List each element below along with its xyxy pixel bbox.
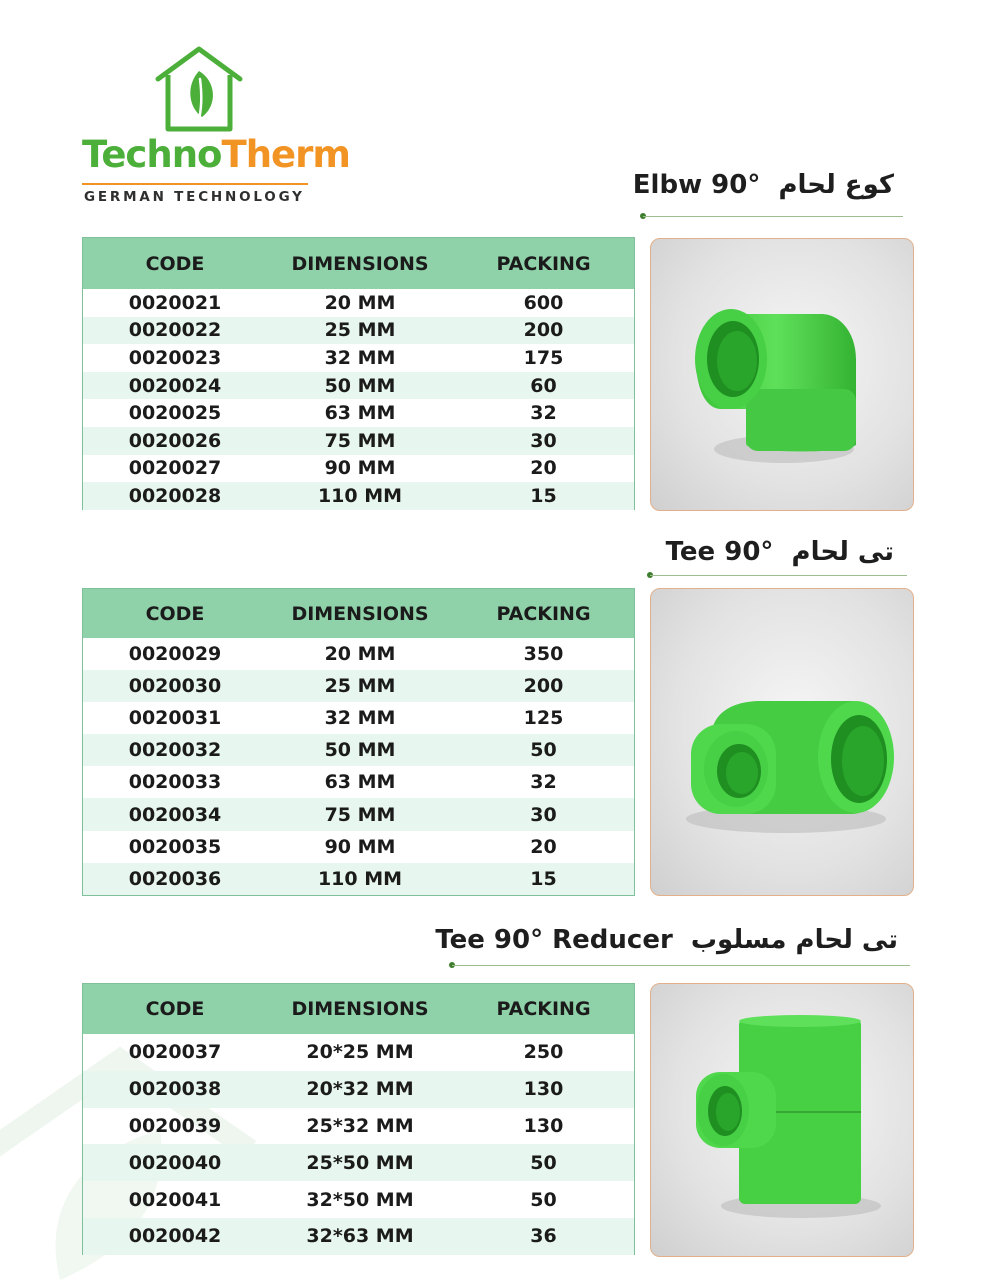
section-title-reducer-tee (435, 925, 898, 955)
column-header-dimensions: DIMENSIONS (291, 998, 429, 1020)
column-header-code: CODE (145, 252, 205, 275)
column-header-code: CODE (145, 602, 205, 625)
table-row (83, 399, 634, 427)
cell-dimensions: 25*50 MM (306, 1151, 414, 1174)
cell-code: 0020040 (128, 1151, 222, 1174)
house-leaf-icon (152, 45, 246, 135)
cell-packing: 15 (530, 484, 557, 507)
cell-packing: 250 (523, 1041, 564, 1064)
cell-packing: 50 (530, 739, 557, 762)
elbow-fitting-icon (651, 239, 913, 510)
cell-packing: 350 (523, 643, 564, 666)
cell-code: 0020033 (128, 771, 222, 794)
column-header-packing: PACKING (496, 252, 591, 275)
cell-packing: 32 (530, 771, 557, 794)
cell-dimensions: 25 MM (324, 675, 396, 698)
table-row (83, 670, 634, 702)
cell-dimensions: 25 MM (324, 319, 396, 342)
table-row (83, 455, 634, 483)
cell-packing: 15 (530, 867, 557, 890)
cell-packing: 130 (523, 1078, 564, 1101)
cell-packing: 600 (523, 291, 564, 314)
cell-packing: 130 (523, 1114, 564, 1137)
cell-packing: 200 (523, 675, 564, 698)
table-header (83, 984, 634, 1034)
cell-packing: 200 (523, 319, 564, 342)
brand-name-part2: Therm (221, 133, 350, 176)
table-row (83, 863, 634, 895)
column-header-dimensions: DIMENSIONS (291, 602, 429, 625)
cell-code: 0020026 (128, 429, 222, 452)
table-row (83, 482, 634, 510)
tee-fitting-photo (650, 588, 914, 896)
table-row (83, 317, 634, 345)
tee-product-table (82, 588, 635, 896)
cell-dimensions: 20*32 MM (306, 1078, 414, 1101)
cell-packing: 20 (530, 835, 557, 858)
section-title-ar: كوع لحام (778, 170, 894, 200)
cell-code: 0020029 (128, 643, 222, 666)
section-title-elbow (633, 170, 894, 200)
table-row (83, 344, 634, 372)
cell-packing: 125 (523, 707, 564, 730)
reducer-tee-fitting-photo (650, 983, 914, 1257)
table-row (83, 734, 634, 766)
reducer-tee-product-table (82, 983, 635, 1255)
column-header-dimensions: DIMENSIONS (291, 252, 429, 275)
cell-packing: 30 (530, 429, 557, 452)
cell-dimensions: 50 MM (324, 739, 396, 762)
table-row (83, 638, 634, 670)
cell-code: 0020041 (128, 1188, 222, 1211)
table-row (83, 1034, 634, 1071)
elbow-fitting-photo (650, 238, 914, 511)
table-row (83, 1181, 634, 1218)
cell-code: 0020028 (128, 484, 222, 507)
table-row (83, 1144, 634, 1181)
table-row (83, 702, 634, 734)
column-header-packing: PACKING (496, 602, 591, 625)
section-title-en: Tee 90° (665, 537, 774, 567)
cell-dimensions: 75 MM (324, 429, 396, 452)
cell-dimensions: 32 MM (324, 707, 396, 730)
section-title-tee (666, 537, 894, 567)
cell-dimensions: 110 MM (317, 484, 403, 507)
cell-code: 0020031 (128, 707, 222, 730)
cell-code: 0020027 (128, 457, 222, 480)
table-row (83, 766, 634, 798)
cell-code: 0020034 (128, 803, 222, 826)
table-row (83, 1218, 634, 1255)
cell-dimensions: 110 MM (317, 867, 403, 890)
cell-dimensions: 20 MM (324, 643, 396, 666)
cell-packing: 20 (530, 457, 557, 480)
cell-code: 0020022 (128, 319, 222, 342)
brand-name-part1: Techno (82, 133, 222, 176)
cell-code: 0020030 (128, 675, 222, 698)
cell-dimensions: 25*32 MM (306, 1114, 414, 1137)
cell-packing: 50 (530, 1188, 557, 1211)
cell-dimensions: 32*50 MM (306, 1188, 414, 1211)
section-divider (650, 575, 907, 576)
cell-packing: 30 (530, 803, 557, 826)
section-title-ar: تى لحام (791, 537, 894, 567)
section-divider (643, 216, 903, 217)
cell-packing: 175 (523, 346, 564, 369)
cell-dimensions: 63 MM (324, 771, 396, 794)
cell-code: 0020025 (128, 402, 222, 425)
cell-code: 0020036 (128, 867, 222, 890)
table-row (83, 798, 634, 830)
cell-code: 0020035 (128, 835, 222, 858)
brand-name (82, 133, 350, 176)
cell-dimensions: 32*63 MM (306, 1225, 414, 1248)
table-row (83, 1108, 634, 1145)
brand-underline (82, 183, 308, 185)
cell-code: 0020038 (128, 1078, 222, 1101)
table-row (83, 831, 634, 863)
section-title-en: Elbw 90° (632, 170, 761, 200)
cell-dimensions: 32 MM (324, 346, 396, 369)
table-row (83, 289, 634, 317)
reducer-tee-fitting-icon (651, 984, 913, 1256)
table-row (83, 372, 634, 400)
section-divider (452, 965, 910, 966)
cell-code: 0020023 (128, 346, 222, 369)
cell-dimensions: 90 MM (324, 457, 396, 480)
cell-code: 0020039 (128, 1114, 222, 1137)
cell-packing: 60 (530, 374, 557, 397)
brand-logo (80, 45, 350, 215)
elbow-product-table (82, 237, 635, 510)
cell-dimensions: 90 MM (324, 835, 396, 858)
table-row (83, 1071, 634, 1108)
cell-dimensions: 63 MM (324, 402, 396, 425)
cell-code: 0020037 (128, 1041, 222, 1064)
cell-packing: 50 (530, 1151, 557, 1174)
section-title-ar: تى لحام مسلوب (690, 925, 898, 955)
cell-packing: 32 (530, 402, 557, 425)
cell-packing: 36 (530, 1225, 557, 1248)
column-header-code: CODE (145, 998, 205, 1020)
cell-dimensions: 20 MM (324, 291, 396, 314)
cell-code: 0020024 (128, 374, 222, 397)
table-row (83, 427, 634, 455)
cell-code: 0020042 (128, 1225, 222, 1248)
tee-fitting-icon (651, 589, 913, 895)
table-header (83, 589, 634, 638)
table-header (83, 238, 634, 289)
cell-dimensions: 20*25 MM (306, 1041, 414, 1064)
cell-code: 0020032 (128, 739, 222, 762)
cell-code: 0020021 (128, 291, 222, 314)
cell-dimensions: 50 MM (324, 374, 396, 397)
section-title-en: Tee 90° Reducer (435, 925, 673, 955)
brand-tagline: GERMAN TECHNOLOGY (84, 189, 305, 205)
cell-dimensions: 75 MM (324, 803, 396, 826)
column-header-packing: PACKING (496, 998, 591, 1020)
